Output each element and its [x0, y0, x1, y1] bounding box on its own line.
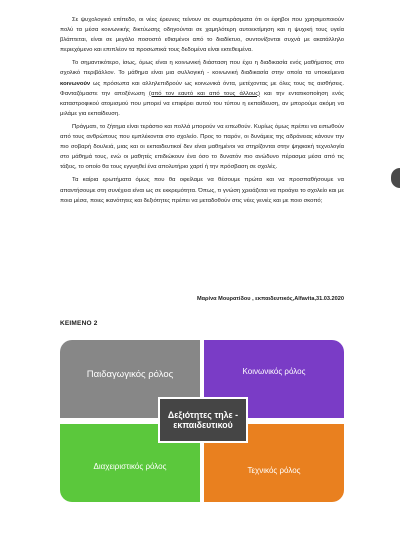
- page-edge-tab: [391, 168, 400, 188]
- quadrant-technical-label: Τεχνικός ρόλος: [247, 466, 301, 475]
- paragraph-1: Σε ψυχολογικό επίπεδο, οι νέες έρευνες τείνουν σε συμπεράσματα ότι οι έφηβοι που χρησιμοποιούν πολύ τα μέσα κοινωνικής δικτύωσης οδηγούνται σε χαμηλότερη αυτοεκτίμηση και η ψυχική τους υγεία βλάπτεται, είναι σε μεγάλο ποσοστό εθισμένοι από το διαδίκτυο, συντονίζονται συχνά με ακατάλληλο περιεχόμενο και επιπλέον τα προσωπικά τους δεδομένα είναι εκτεθειμένα.: [60, 17, 344, 54]
- center-skills-box: [158, 397, 248, 443]
- article-text: [60, 15, 344, 206]
- paragraph-4: Τα καίρια ερωτήματα όμως που θα οφείλαμε να θέσουμε πρώτα και να προσπαθήσουμε να απαντήσουμε στη συνέχεια είναι ως σε εκκρεμότητα. Όπως, τι γνώση χρειάζεται να προάγει το σχολείο και με ποια μέσα, ποιες ικανότητες και δεξιότητες πρέπει να μεταδοθούν στις νέες γενιές και με ποιο σκοπό;: [60, 177, 345, 204]
- quadrant-managerial-label: Διαχειριστικός ρόλος: [93, 462, 167, 471]
- paragraph-2: [60, 58, 344, 119]
- center-skills-label: Δεξιότητες τηλε - εκπαιδευτικού: [167, 409, 239, 430]
- section-title: ΚΕΙΜΕΝΟ 2: [60, 320, 98, 327]
- paragraph-2-part-c: και την εντατικοποίηση ενός καταστροφικού ατομισμού που μπορεί να επιφέρει αυτού του τύπου η εκπαίδευση, αν μπορούμε ακόμη να μιλάμε για εκπαίδευση.: [60, 90, 344, 117]
- paragraph-3: Πράγματι, το ζήτημα είναι τεράστιο και πολλά μπορούν να ειπωθούν. Κυρίως όμως πρέπει να ειπωθούν από τους ανθρώπους που εμπλέκονται στο σχολείο. Προς το παρόν, οι δυνάμεις της αδράνειας κάνουν την πιο σοβαρή δουλειά, μιας και οι εκπαιδευτικοί δεν είναι μαθημένοι να στηρίζονται στην ψηφιακή τεχνολογία στο μάθημά τους, ενώ οι μαθητές επιδιώκουν ένα όσο το δυνατόν πιο ανώδυνο πέρασμα μέσα από τις τάξεις, το οποίο θα τους εγγυηθεί ένα απολυτήριο χαρτί ή την πρόσβαση σε σχολές.: [60, 123, 344, 171]
- quadrant-social-label: Κοινωνικός ρόλος: [242, 367, 306, 376]
- paragraph-2-underline: (από τον εαυτό και από τους άλλους): [148, 90, 261, 97]
- paragraph-2-bold: κοινωνούν: [60, 80, 91, 87]
- article-signature: Μαρίνα Μουρατίδου , εκπαιδευτικός,Alfavita,31.03.2020: [196, 296, 344, 302]
- roles-diagram: [60, 340, 346, 502]
- quadrant-pedagogical-label: Παιδαγωγικός ρόλος: [86, 369, 174, 380]
- paragraph-2-part-b: ως πρόσωπα και αλληλεπιδρούν ως κοινωνικά όντα, μετέχοντας με όλες τους τις αισθήσεις. Φανταζόμαστε την αποξένωση: [60, 80, 344, 97]
- paragraph-2-part-a: Το σημαντικότερο, ίσως, όμως είναι η κοινωνική διάσταση που έχει η διαδικασία ενός μαθήματος στο σχολικό περιβάλλον. Το μάθημα είναι μια συλλογική - κοινωνική διαδικασία στην οποία τα υποκείμενα: [60, 60, 344, 77]
